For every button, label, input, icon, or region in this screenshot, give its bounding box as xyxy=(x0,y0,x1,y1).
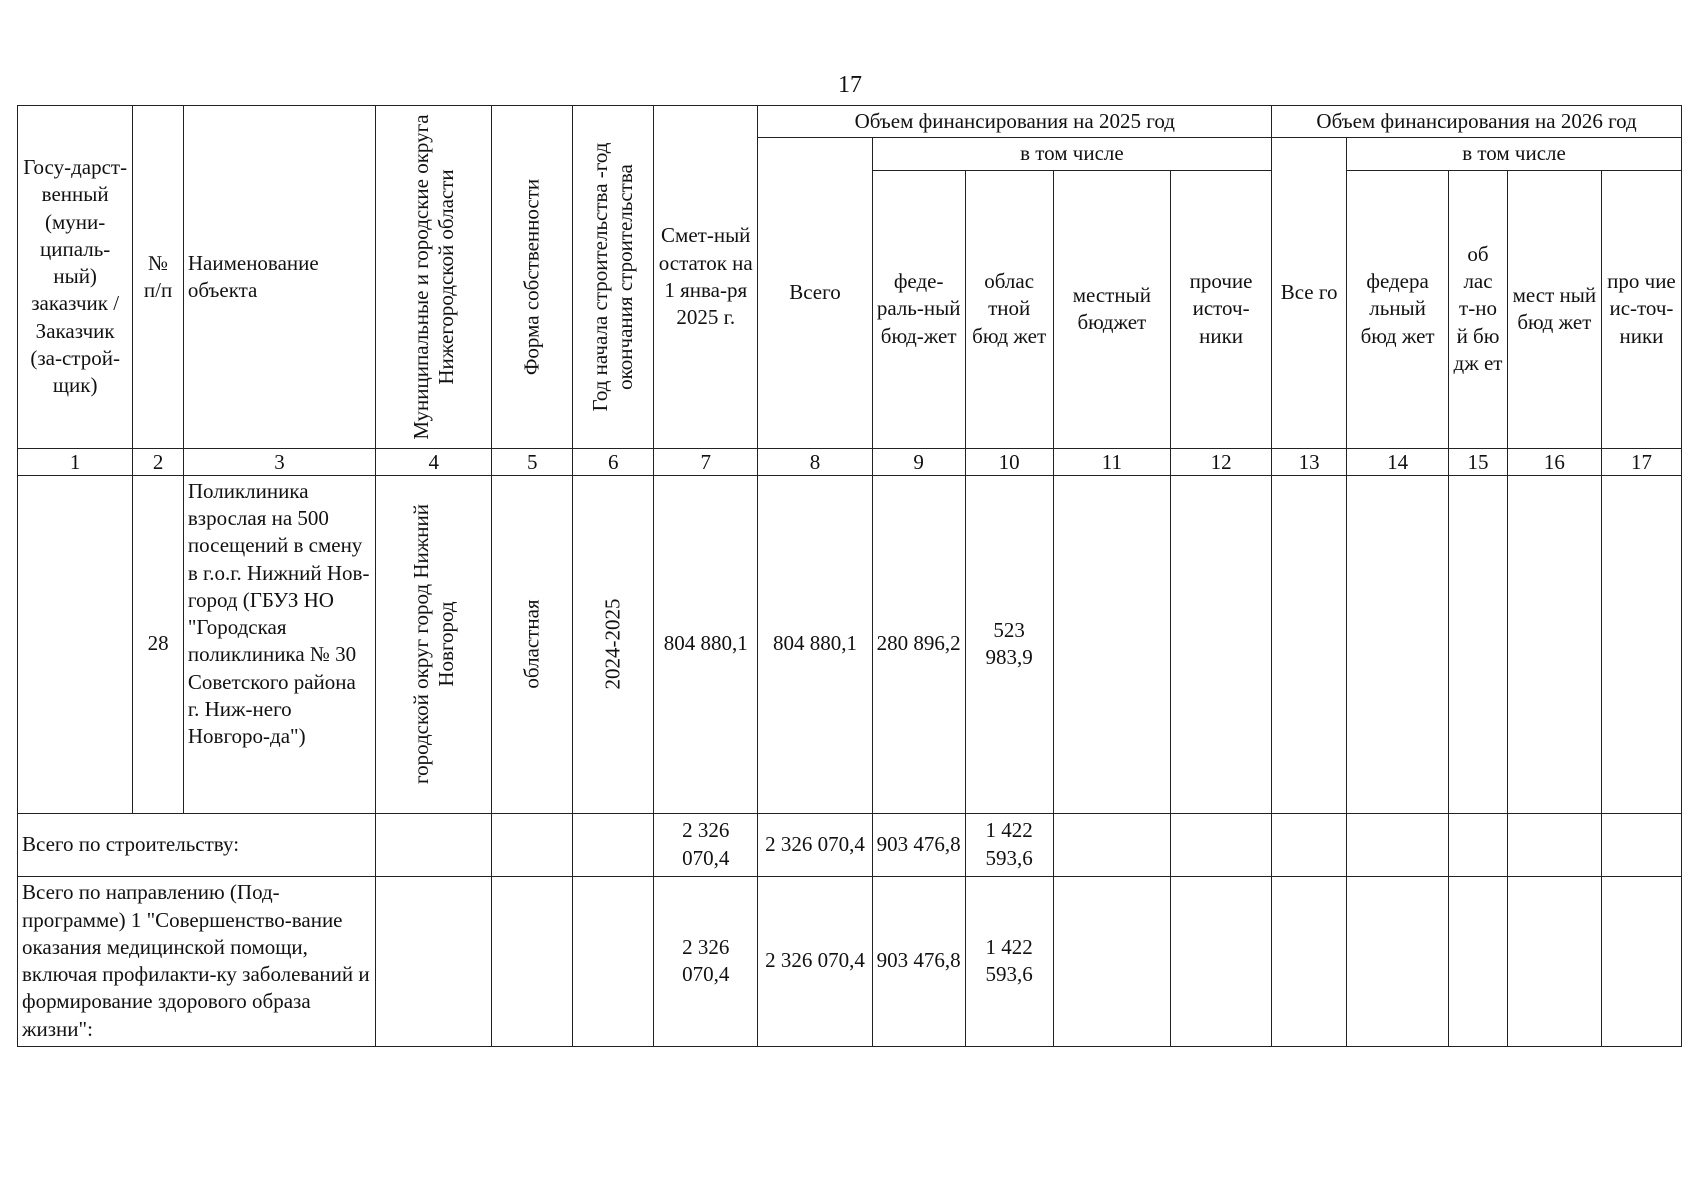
header-other-2025: прочие источ-ники xyxy=(1171,170,1272,448)
column-number: 13 xyxy=(1272,448,1347,475)
column-number: 15 xyxy=(1449,448,1508,475)
subtotal-label: Всего по строительству: xyxy=(18,813,376,876)
column-number: 9 xyxy=(872,448,965,475)
column-number: 16 xyxy=(1507,448,1601,475)
grand-total-label: Всего по направлению (Под-программе) 1 "Совершенство-вание оказания медицинской помощи, включая профилакти-ку заболеваний и формирование здорового образа жизни": xyxy=(18,876,376,1046)
column-number: 8 xyxy=(758,448,872,475)
page-number: 17 xyxy=(838,72,862,98)
regional-2025-cell: 523 983,9 xyxy=(965,475,1053,813)
subtotal-estimate-remainder: 2 326 070,4 xyxy=(654,813,758,876)
grand-total-estimate-remainder: 2 326 070,4 xyxy=(654,876,758,1046)
column-number: 1 xyxy=(18,448,133,475)
column-number: 2 xyxy=(133,448,184,475)
years-cell: 2024-2025 xyxy=(573,475,654,813)
column-number: 6 xyxy=(573,448,654,475)
subtotal-federal-2025: 903 476,8 xyxy=(872,813,965,876)
header-federal-2026: федера льный бюд жет xyxy=(1347,170,1449,448)
header-row-1 xyxy=(18,106,1682,138)
header-estimate-remainder: Смет-ный остаток на 1 янва-ря 2025 г. xyxy=(654,106,758,449)
header-local-2026: мест ный бюд жет xyxy=(1507,170,1601,448)
total-2025-cell: 804 880,1 xyxy=(758,475,872,813)
local-2026-cell xyxy=(1507,475,1601,813)
header-years: Год начала строительства -год окончания строительства xyxy=(573,106,654,449)
row-number-cell: 28 xyxy=(133,475,184,813)
column-number-row xyxy=(18,448,1682,475)
column-number: 3 xyxy=(183,448,375,475)
column-number: 7 xyxy=(654,448,758,475)
header-num: № п/п xyxy=(133,106,184,449)
header-local-2025: местный бюджет xyxy=(1053,170,1170,448)
header-ownership: Форма собственности xyxy=(492,106,573,449)
subtotal-total-2025: 2 326 070,4 xyxy=(758,813,872,876)
estimate-remainder-cell: 804 880,1 xyxy=(654,475,758,813)
header-regional-2026: об лас т-но й бю дж ет xyxy=(1449,170,1508,448)
other-2026-cell xyxy=(1601,475,1681,813)
column-number: 10 xyxy=(965,448,1053,475)
table-row xyxy=(18,475,1682,813)
header-federal-2025: феде-раль-ный бюд-жет xyxy=(872,170,965,448)
grand-total-total-2025: 2 326 070,4 xyxy=(758,876,872,1046)
federal-2026-cell xyxy=(1347,475,1449,813)
column-number: 11 xyxy=(1053,448,1170,475)
header-other-2026: про чие ис-точ-ники xyxy=(1601,170,1681,448)
object-name-cell: Поликлиника взрослая на 500 посещений в смену в г.о.г. Нижний Нов-город (ГБУЗ НО "Городская поликлиника № 30 Советского района г. Ниж-него Новгоро-да") xyxy=(183,475,375,813)
header-customer: Госу-дарст-венный (муни-ципаль-ный) заказчик / Заказчик (за-строй-щик) xyxy=(18,106,133,449)
column-number: 17 xyxy=(1601,448,1681,475)
other-2025-cell xyxy=(1171,475,1272,813)
column-number: 14 xyxy=(1347,448,1449,475)
grand-total-federal-2025: 903 476,8 xyxy=(872,876,965,1046)
header-including-2025: в том числе xyxy=(872,138,1272,170)
header-regional-2025: облас тной бюд жет xyxy=(965,170,1053,448)
financing-table xyxy=(17,105,1682,1047)
grand-total-row xyxy=(18,876,1682,1046)
column-number: 4 xyxy=(376,448,492,475)
header-fin-2026: Объем финансирования на 2026 год xyxy=(1272,106,1682,138)
header-municipal: Муниципальные и городские округа Нижегородской области xyxy=(376,106,492,449)
subtotal-regional-2025: 1 422 593,6 xyxy=(965,813,1053,876)
header-fin-2025: Объем финансирования на 2025 год xyxy=(758,106,1272,138)
column-number: 12 xyxy=(1171,448,1272,475)
regional-2026-cell xyxy=(1449,475,1508,813)
subtotal-row xyxy=(18,813,1682,876)
local-2025-cell xyxy=(1053,475,1170,813)
header-total-2026: Все го xyxy=(1272,138,1347,448)
federal-2025-cell: 280 896,2 xyxy=(872,475,965,813)
customer-cell xyxy=(18,475,133,813)
municipal-cell: городской округ город Нижний Новгород xyxy=(376,475,492,813)
grand-total-regional-2025: 1 422 593,6 xyxy=(965,876,1053,1046)
ownership-cell: областная xyxy=(492,475,573,813)
header-including-2026: в том числе xyxy=(1347,138,1682,170)
column-number: 5 xyxy=(492,448,573,475)
header-total-2025: Всего xyxy=(758,138,872,448)
total-2026-cell xyxy=(1272,475,1347,813)
header-object-name: Наименование объекта xyxy=(183,106,375,449)
